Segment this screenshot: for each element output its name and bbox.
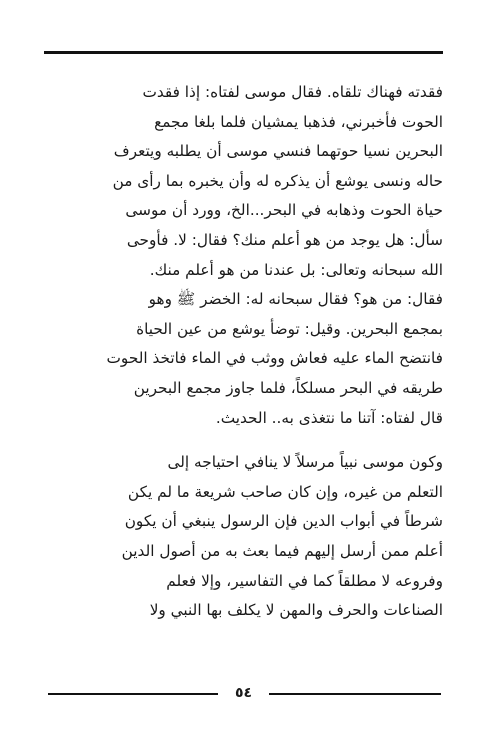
page-footer <box>44 684 443 704</box>
text-line: سأل: هل يوجد من هو أعلم منك؟ فقال: لا. فأوحى <box>126 230 443 249</box>
text-line: طريقه في البحر مسلكاً، فلما جاوز مجمع البحرين <box>133 378 443 397</box>
text-line: الصناعات والحرف والمهن لا يكلف بها النبي ولا <box>149 601 443 620</box>
text-line: فقدته فهناك تلقاه. فقال موسى لفتاه: إذا فقدت <box>142 83 443 101</box>
text-line: الحوت فأخبرني، فذهبا يمشيان فلما بلغا مجمع <box>154 112 443 131</box>
text-line: البحرين نسيا حوتهما فنسي موسى أن يطلبه ويتعرف <box>113 142 443 161</box>
text-line: حياة الحوت وذهابه في البحر...الخ، وورد أن موسى <box>125 201 443 220</box>
footer-rule-right <box>269 693 441 695</box>
text-line: أعلم ممن أرسل إليهم فيما بعث به من أصول الدين <box>121 541 443 560</box>
paragraph <box>44 448 443 626</box>
text-line: فانتضح الماء عليه فعاش ووثب في الماء فاتخذ الحوت <box>106 349 443 368</box>
text-line: الله سبحانه وتعالى: بل عندنا من هو أعلم منك. <box>149 260 443 279</box>
text-line: حاله ونسى يوشع أن يذكره له وأن يخبره بما رأى من <box>112 171 443 190</box>
page-number: ٥٤ <box>234 685 253 701</box>
text-line: التعلم من غيره، وإن كان صاحب شريعة ما لم يكن <box>127 482 443 501</box>
header-rule <box>44 51 443 54</box>
text-line: فقال: من هو؟ فقال سبحانه له: الخضر ﷺ وهو <box>148 290 443 309</box>
text-line: قال لفتاه: آتنا ما نتغذى به.. الحديث. <box>215 408 443 427</box>
text-line: وكون موسى نبياً مرسلاً لا ينافي احتياجه إلى <box>167 453 443 472</box>
paragraph <box>44 78 443 433</box>
text-line: بمجمع البحرين. وقيل: توضأ يوشع من عين الحياة <box>136 319 443 338</box>
body-text <box>44 78 443 626</box>
paragraph-gap <box>44 433 443 448</box>
text-line: شرطاً في أبواب الدين فإن الرسول ينبغي أن يكون <box>124 512 443 531</box>
text-line: وفروعه لا مطلقاً كما في التفاسير، وإلا فعلم <box>166 571 443 590</box>
